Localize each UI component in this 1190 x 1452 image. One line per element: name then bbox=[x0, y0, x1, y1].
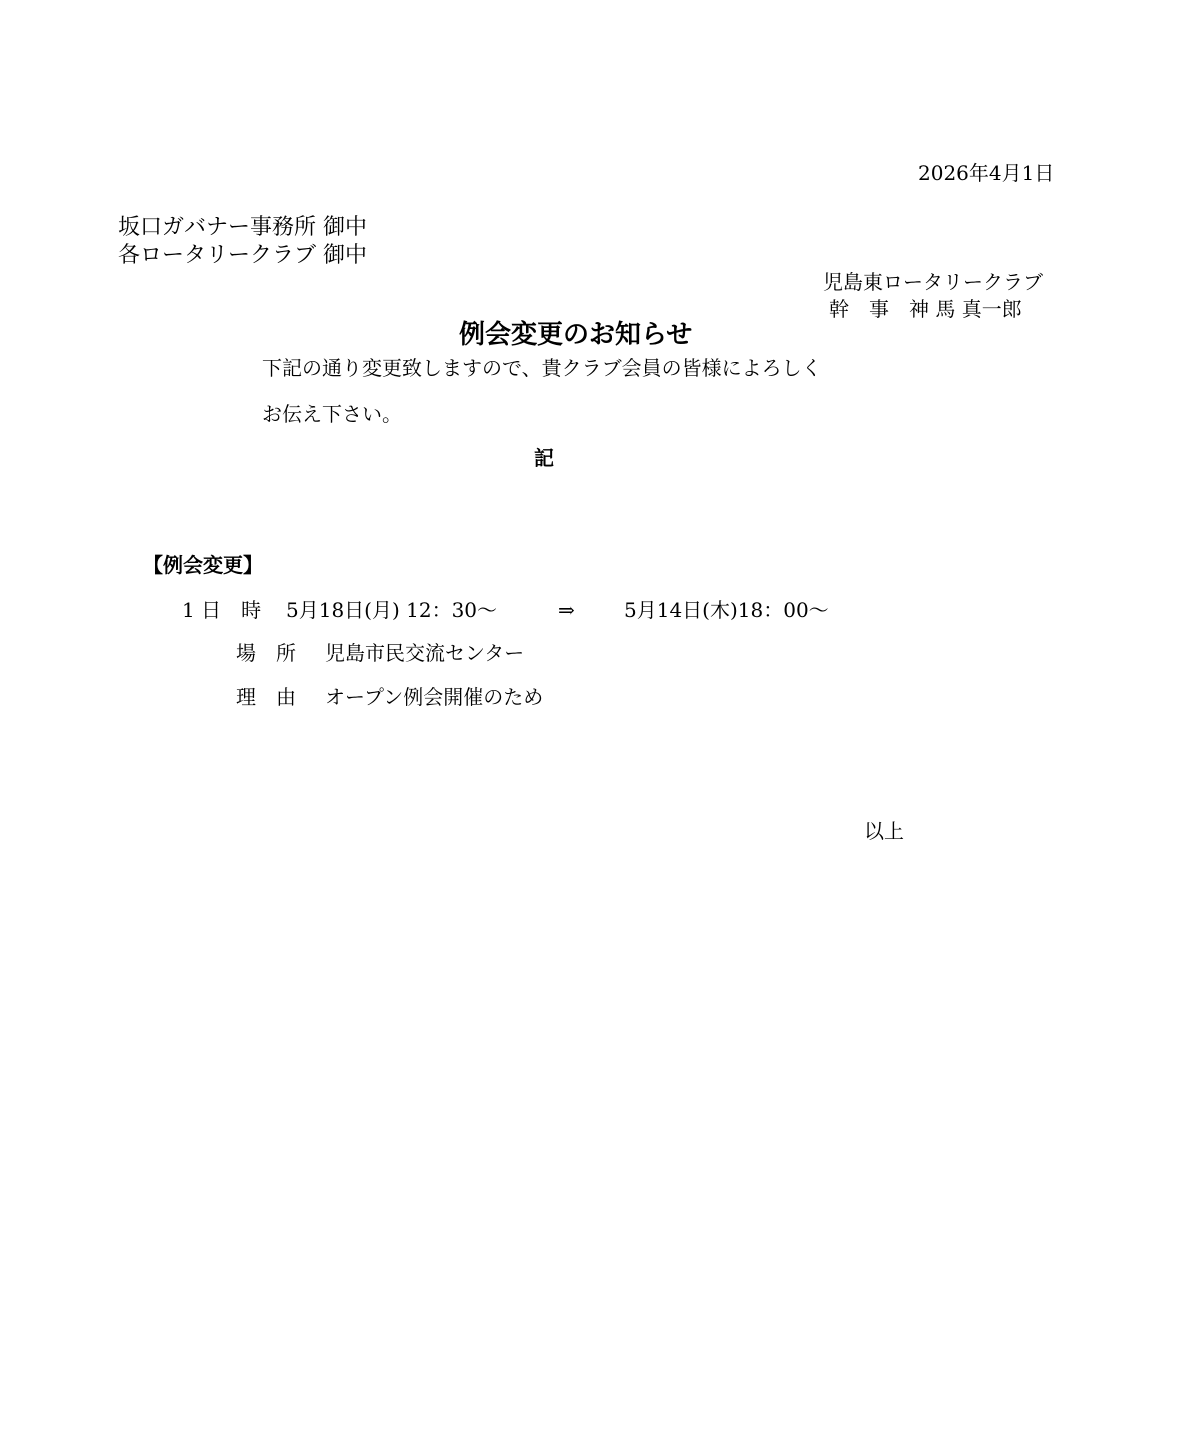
section-heading: 【例会変更】 bbox=[143, 553, 263, 577]
place-label: 場 所 bbox=[236, 641, 296, 665]
reason-label: 理 由 bbox=[236, 685, 296, 709]
addressee-rotary-clubs: 各ロータリークラブ 御中 bbox=[118, 243, 367, 268]
datetime-label: 1 日 時 bbox=[182, 598, 262, 622]
sender-club: 児島東ロータリークラブ bbox=[823, 270, 1043, 294]
arrow-icon: ⇒ bbox=[558, 598, 575, 622]
document-date: 2026年4月1日 bbox=[918, 161, 1055, 185]
addressee-governor-office: 坂口ガバナー事務所 御中 bbox=[118, 215, 367, 240]
reason-value: オープン例会開催のため bbox=[325, 685, 544, 709]
datetime-from: 5月18日(月) 12：30〜 bbox=[286, 598, 498, 622]
body-line-2: お伝え下さい。 bbox=[262, 402, 402, 426]
place-value: 児島市民交流センター bbox=[325, 641, 525, 665]
ki-heading: 記 bbox=[534, 446, 554, 470]
closing-text: 以上 bbox=[864, 819, 904, 843]
sender-secretary: 幹 事 神 馬 真一郎 bbox=[829, 297, 1022, 321]
datetime-to: 5月14日(木)18：00〜 bbox=[624, 598, 829, 622]
body-line-1: 下記の通り変更致しますので、貴クラブ会員の皆様によろしく bbox=[262, 356, 822, 380]
document-title: 例会変更のお知らせ bbox=[459, 320, 693, 350]
